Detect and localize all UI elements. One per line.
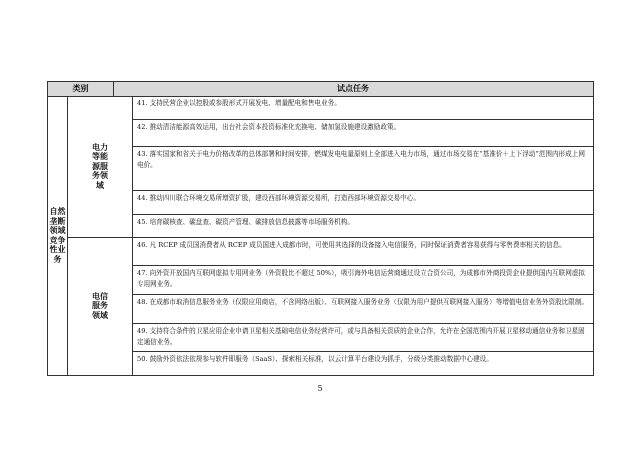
task-row (133, 294, 593, 323)
task-row (133, 265, 593, 294)
task-text: 43. 落实国家和省关于电力价格改革的总体部署和时间安排，燃煤发电电量原则上全部进入电力市场，通过市场交易在“基准价＋上下浮动”范围内形成上网电价。 (137, 150, 585, 169)
task-text: 45. 培育碳核查、碳盘查、碳资产管理、碳排放信息披露等市场服务机构。 (137, 218, 354, 226)
table-header (48, 82, 593, 97)
group-category-cell (48, 96, 68, 375)
task-row (133, 323, 593, 351)
header-task: 试点任务 (337, 84, 369, 93)
task-row (133, 351, 593, 375)
task-text: 41. 支持民营企业以控股或参股形式开展发电、增量配电和售电业务。 (137, 99, 341, 107)
section-energy-label: 电力 等能 源服 务领 域 (92, 142, 108, 190)
page-number: 5 (317, 384, 323, 393)
task-row (133, 146, 593, 190)
task-row (133, 119, 593, 146)
task-row (133, 96, 593, 119)
header-category: 类别 (48, 82, 114, 96)
task-text: 44. 推动四川联合环境交易所增资扩股，建设西部环境资源交易所，打造西部环境资源交易中心。 (137, 194, 420, 202)
section-energy-cell (68, 96, 133, 237)
section-telecom-label: 电信 服务 领域 (92, 291, 108, 320)
task-text: 49. 支持符合条件的卫星应用企业申请卫星相关基础电信业务经营许可，或与具备相关资质的企业合作，允许在全国范围内开展卫星移动通信业务和卫星固定通信业务。 (137, 327, 585, 346)
pilot-task-table (47, 81, 594, 376)
group-category-label: 自然 垄断 领域 竞争 性业 务 (49, 207, 66, 264)
section-telecom-cell (68, 237, 133, 375)
task-text: 42. 推动清洁能源高效运用，出台社会资本投资标准化充换电、储加氢设施建设激励政策。 (137, 123, 401, 131)
task-text: 50. 鼓励外资依法依规参与软件即服务（SaaS）、探索相关标准，以云计算平台建设为抓手，分级分类推动数据中心建设。 (137, 355, 493, 363)
task-text: 46. 凡 RCEP 成员国消费者从 RCEP 成员国进入成都市时，可使用其选择的设备接入电信服务，同时保证消费者容易获得与零售费率相关的信息。 (137, 241, 566, 249)
task-row (133, 214, 593, 237)
task-text: 47. 向外资开放国内互联网虚拟专用网业务（外资股比不超过 50%），吸引海外电信运营商通过设立合资公司，为成都市外商投资企业提供国内互联网虚拟专用网业务。 (137, 269, 586, 288)
task-text: 48. 在成都市取消信息服务业务（仅限应用商店，不含网络出版）、互联网接入服务业务（仅限为用户提供互联网接入服务）等增值电信业务外资股比限制。 (137, 298, 589, 306)
task-row (133, 190, 593, 214)
task-row (133, 237, 593, 265)
